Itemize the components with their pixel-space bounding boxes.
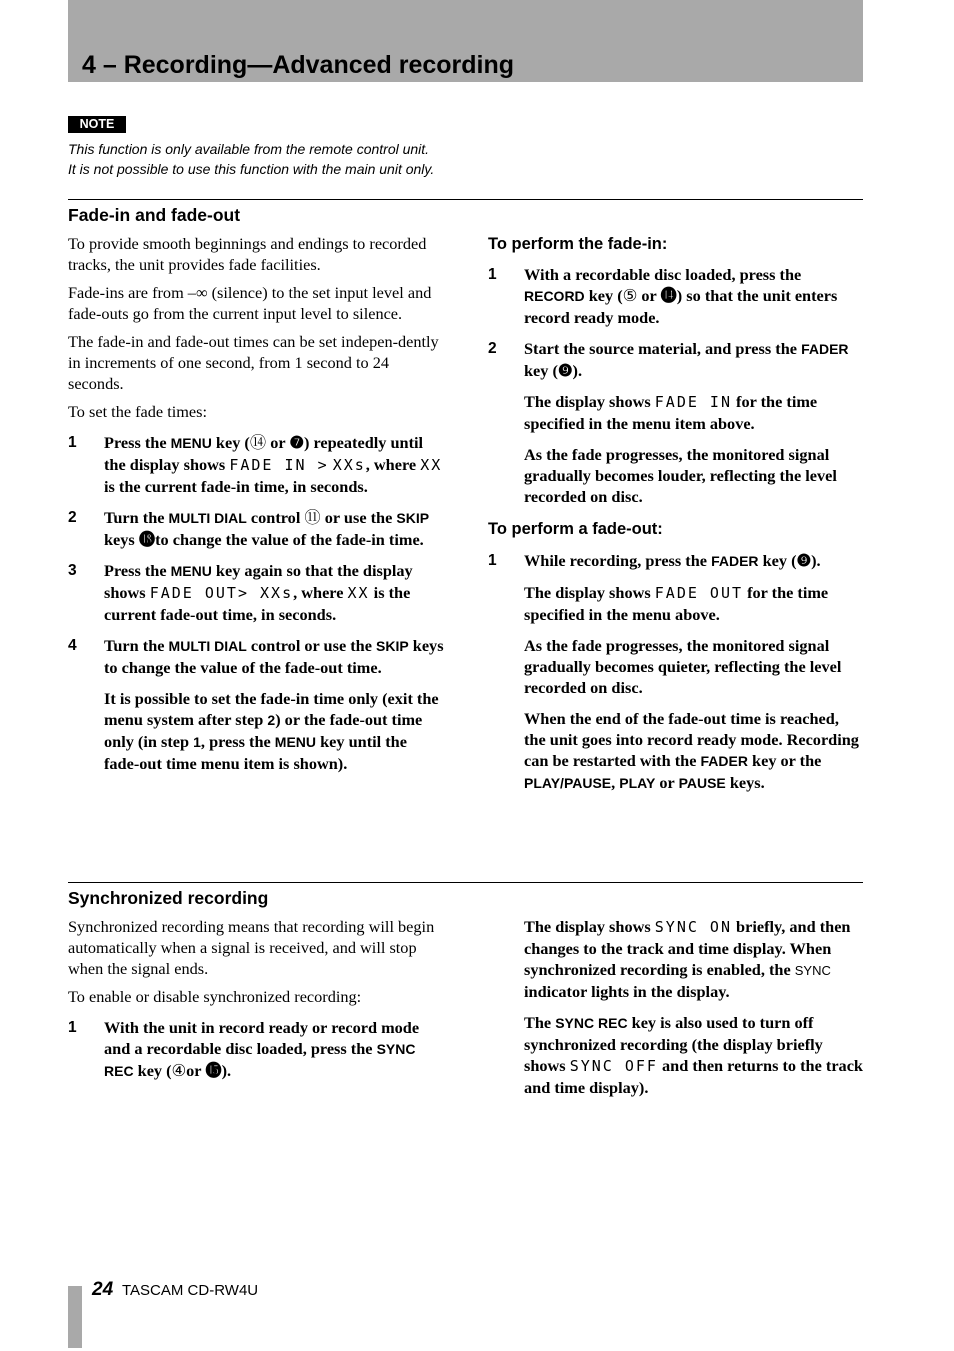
section-divider [68,882,863,883]
step-number: 4 [68,637,77,654]
step-text: ). [572,361,583,380]
fade-out-heading: To perform a fade-out: [488,520,663,538]
fade-step-3 [68,560,446,625]
control-number: ⓮ [660,286,677,305]
step-text: The display shows [524,392,655,411]
step-text: Start the source material, and press the [524,339,802,358]
fade-step-4-note [104,688,446,774]
key-name: PLAY/PAUSE [524,775,612,791]
key-name: FADER [711,553,759,569]
fade-left-column [68,233,446,784]
fade-in-heading: To perform the fade-in: [488,235,668,253]
step-text: It is possible to set the fade-in time only (exit the menu system after step [104,689,439,729]
sync-paragraph: Synchronized recording means that recording will begin automatically when a signal is received, and will stop when the signal ends. [68,917,435,978]
lcd-text: SYNC ON [654,918,732,936]
fade-paragraph: To provide smooth beginnings and endings to recorded tracks, the unit provides fade facilities. [68,234,427,274]
step-text: While recording, press the [524,551,712,570]
lcd-text: XX [420,456,443,474]
step-number: 2 [488,340,497,357]
fade-step-4 [68,635,446,678]
step-text: Press the [104,433,171,452]
step-text: keys [104,530,139,549]
fade-out-end [524,708,863,794]
note-line-2: It is not possible to use this function with the main unit only. [68,161,435,177]
fade-in-step-1 [488,264,863,328]
step-text: ) or the fade-out time only (in step [104,710,423,751]
fade-in-column [488,264,863,517]
step-text: key ( [584,286,623,305]
step-text: The display shows [524,583,655,602]
step-text: key is also used to turn off synchronized recording (the display briefly shows [524,1013,823,1075]
step-number: 1 [68,1019,77,1036]
control-number: ⓯ [205,1061,222,1080]
key-name: FADER [801,341,849,357]
key-name: PAUSE [678,775,726,791]
step-text: key ( [524,361,558,380]
page-number: 24 [92,1279,114,1300]
fade-heading: Fade-in and fade-out [68,205,241,225]
step-text: ) repeatedly until the display shows [104,433,424,474]
control-number: ④ [171,1061,187,1080]
step-text: key ( [211,433,250,452]
key-name: SYNC REC [104,1041,416,1079]
lcd-text: FADE IN [654,393,732,411]
note-text [68,139,434,179]
sync-left-column [68,916,446,1092]
step-text: indicator lights in the display. [524,982,730,1001]
step-number: 1 [68,434,77,451]
fade-out-progress: As the fade progresses, the monitored signal gradually becomes quieter, reflecting the level recorded on disc. [524,636,842,697]
step-text: key or the [747,751,822,770]
step-text: , press the [200,732,275,751]
step-text: Turn the [104,508,169,527]
step-text: or [655,773,679,792]
step-text: With a recordable disc loaded, press the [524,265,802,284]
step-text: for the time specified in the menu item above. [524,392,818,433]
step-text: or use the [320,508,397,527]
chapter-header [68,0,863,82]
control-number: ⑭ [249,433,267,452]
fade-out-display [524,582,863,625]
step-text: ). [811,551,821,570]
control-number: ❾ [557,361,573,380]
step-text: When the end of the fade-out time is reached, the unit goes into record ready mode. Recording can be restarted with the [524,709,859,770]
step-ref: 1 [193,734,201,750]
step-text: key ( [133,1061,172,1080]
step-text: The [524,1013,556,1032]
step-text: key again so that the display shows [104,561,413,602]
step-text: or [266,433,290,452]
chapter-title: 4 – Recording—Advanced recording [82,51,515,79]
key-name: MULTI DIAL [168,638,247,654]
footer-model: TASCAM CD-RW4U [122,1282,259,1299]
sync-right-column [488,916,863,1108]
step-text: briefly, and then changes to the track and time display. When synchronized recording is enabled, the [524,917,851,979]
fade-step-1 [68,432,446,497]
key-name: MENU [274,734,317,750]
lcd-text: XXs [332,456,366,474]
fade-out-step-1 [488,550,863,572]
footer-bar [68,1286,82,1348]
step-text: or [186,1061,206,1080]
fade-in-step-2-display [524,391,863,434]
step-text: is the current fade-out time, in seconds. [104,583,411,624]
step-text: , where [293,583,348,602]
step-text: , [611,773,620,792]
step-number: 1 [488,266,497,283]
fade-out-column [488,550,863,804]
key-name: MENU [170,563,212,579]
step-text: keys to change the value of the fade-out time. [104,636,444,677]
note-line-1: This function is only available from the remote control unit. [68,141,430,157]
control-number: ❾ [796,551,812,570]
sync-step-1 [68,1017,446,1082]
key-name: SKIP [396,510,430,526]
step-number: 1 [488,552,497,569]
step-number: 3 [68,562,77,579]
step-text: for the time specified in the menu above. [524,583,829,624]
sync-turn-off [524,1012,863,1098]
fade-paragraph: The fade-in and fade-out times can be set indepen-dently in increments of one second, from 1 second to 24 seconds. [68,332,439,393]
step-text: Turn the [104,636,169,655]
note-badge: NOTE [68,116,126,133]
step-text: , where [365,455,421,474]
step-text: or [637,286,661,305]
lcd-text: FADE OUT [654,584,744,602]
step-text: to change the value of the fade-in time. [155,530,424,549]
lcd-text: FADE IN > [229,456,329,474]
lcd-text: XX [347,584,370,602]
step-text: ) so that the unit enters record ready mode. [524,286,838,327]
key-name: FADER [700,753,748,769]
fade-paragraph: To set the fade times: [68,402,208,421]
step-text: and then returns to the track and time display). [524,1056,863,1097]
step-ref: 2 [267,712,276,728]
step-text: With the unit in record ready or record mode and a recordable disc loaded, press the [104,1018,420,1058]
key-name: MULTI DIAL [168,510,247,526]
step-text: control [246,508,305,527]
lcd-text: SYNC OFF [569,1057,658,1075]
key-name: SYNC REC [555,1015,628,1031]
step-text: key ( [758,551,797,570]
step-number: 2 [68,509,77,526]
control-number: ❼ [289,433,304,452]
step-text: Press the [104,561,171,580]
fade-paragraph: Fade-ins are from –∞ (silence) to the set input level and fade-outs go from the current input level to silence. [68,283,432,323]
control-number: ⓲ [138,530,156,549]
indicator-name: SYNC [794,963,831,978]
step-text: control or use the [246,636,377,655]
step-text: The display shows [524,917,655,936]
sync-paragraph: To enable or disable synchronized recording: [68,987,362,1006]
step-text: keys. [725,773,765,792]
fade-in-step-2 [488,338,863,381]
fade-step-2 [68,507,446,550]
sync-heading: Synchronized recording [68,888,269,908]
sync-display-on [524,916,863,1002]
fade-in-step-2-progress: As the fade progresses, the monitored signal gradually becomes louder, reflecting the level recorded on disc. [524,445,837,506]
lcd-text: FADE OUT> XXs [149,584,294,602]
key-name: SKIP [376,638,409,654]
step-text: is the current fade-in time, in seconds. [104,477,368,496]
section-divider [68,199,863,200]
key-name: MENU [170,435,212,451]
key-name: RECORD [524,288,585,304]
control-number: ⑪ [304,508,321,527]
key-name: PLAY [619,775,656,791]
step-text: ). [221,1061,232,1080]
step-text: key until the fade-out time menu item is shown). [104,732,407,773]
control-number: ⑤ [622,286,638,305]
